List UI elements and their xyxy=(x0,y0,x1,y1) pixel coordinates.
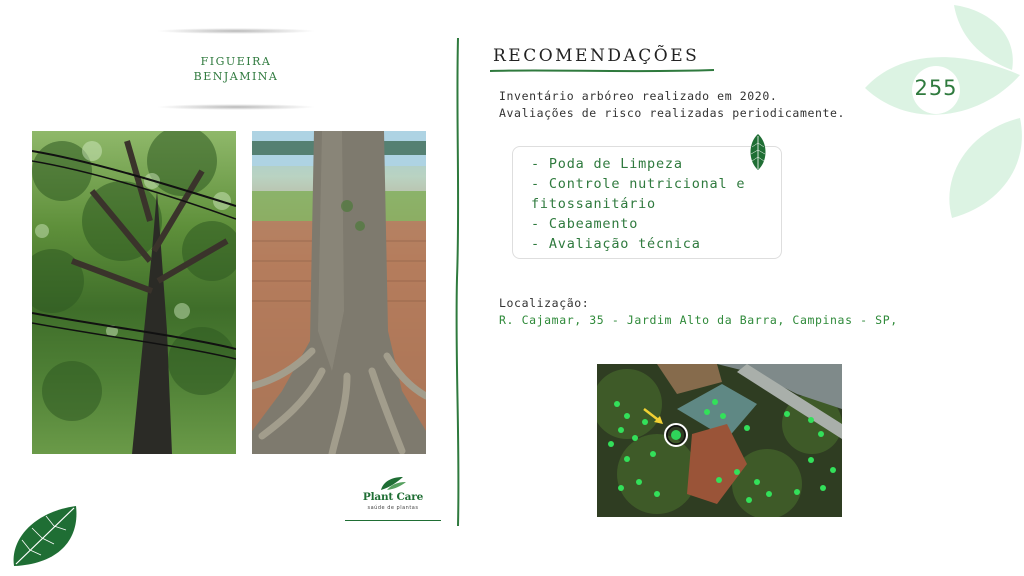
tree-canopy-photo xyxy=(32,131,236,454)
title-underline xyxy=(490,68,714,74)
tree-title-card xyxy=(150,30,322,108)
inventory-intro-text: Inventário arbóreo realizado em 2020. Avaliações de risco realizadas periodicamente. xyxy=(499,89,846,120)
leaf-decoration-bottom-left xyxy=(8,500,84,572)
tree-name-line-2: BENJAMINA xyxy=(193,70,279,83)
location-label: Localização: xyxy=(499,296,590,310)
recommendation-item: fitossanitário xyxy=(531,196,656,212)
logo-underline xyxy=(345,520,441,521)
aerial-location-map[interactable] xyxy=(597,364,842,517)
logo-name: Plant Care xyxy=(362,491,424,503)
recommendations-title: RECOMENDAÇÕES xyxy=(493,46,700,66)
recommendation-item: - Controle nutricional e xyxy=(531,176,746,192)
recommendation-item: - Avaliação técnica xyxy=(531,236,701,252)
recommendation-item: - Cabeamento xyxy=(531,216,639,232)
logo-tagline: saúde de plantas xyxy=(367,505,419,511)
logo-leaves-icon xyxy=(379,476,407,491)
recommendations-list-box xyxy=(512,146,782,259)
leaf-decoration-top-right xyxy=(860,0,1024,225)
leaf-icon xyxy=(748,133,768,171)
vertical-divider xyxy=(455,38,461,526)
recommendation-item: - Poda de Limpeza xyxy=(531,156,683,172)
tree-number-badge: 255 xyxy=(914,76,958,100)
tree-trunk-photo xyxy=(252,131,426,454)
plant-care-logo xyxy=(353,476,433,522)
location-address: R. Cajamar, 35 - Jardim Alto da Barra, Campinas - SP, xyxy=(499,313,898,327)
tree-name-line-1: FIGUEIRA xyxy=(200,55,272,68)
